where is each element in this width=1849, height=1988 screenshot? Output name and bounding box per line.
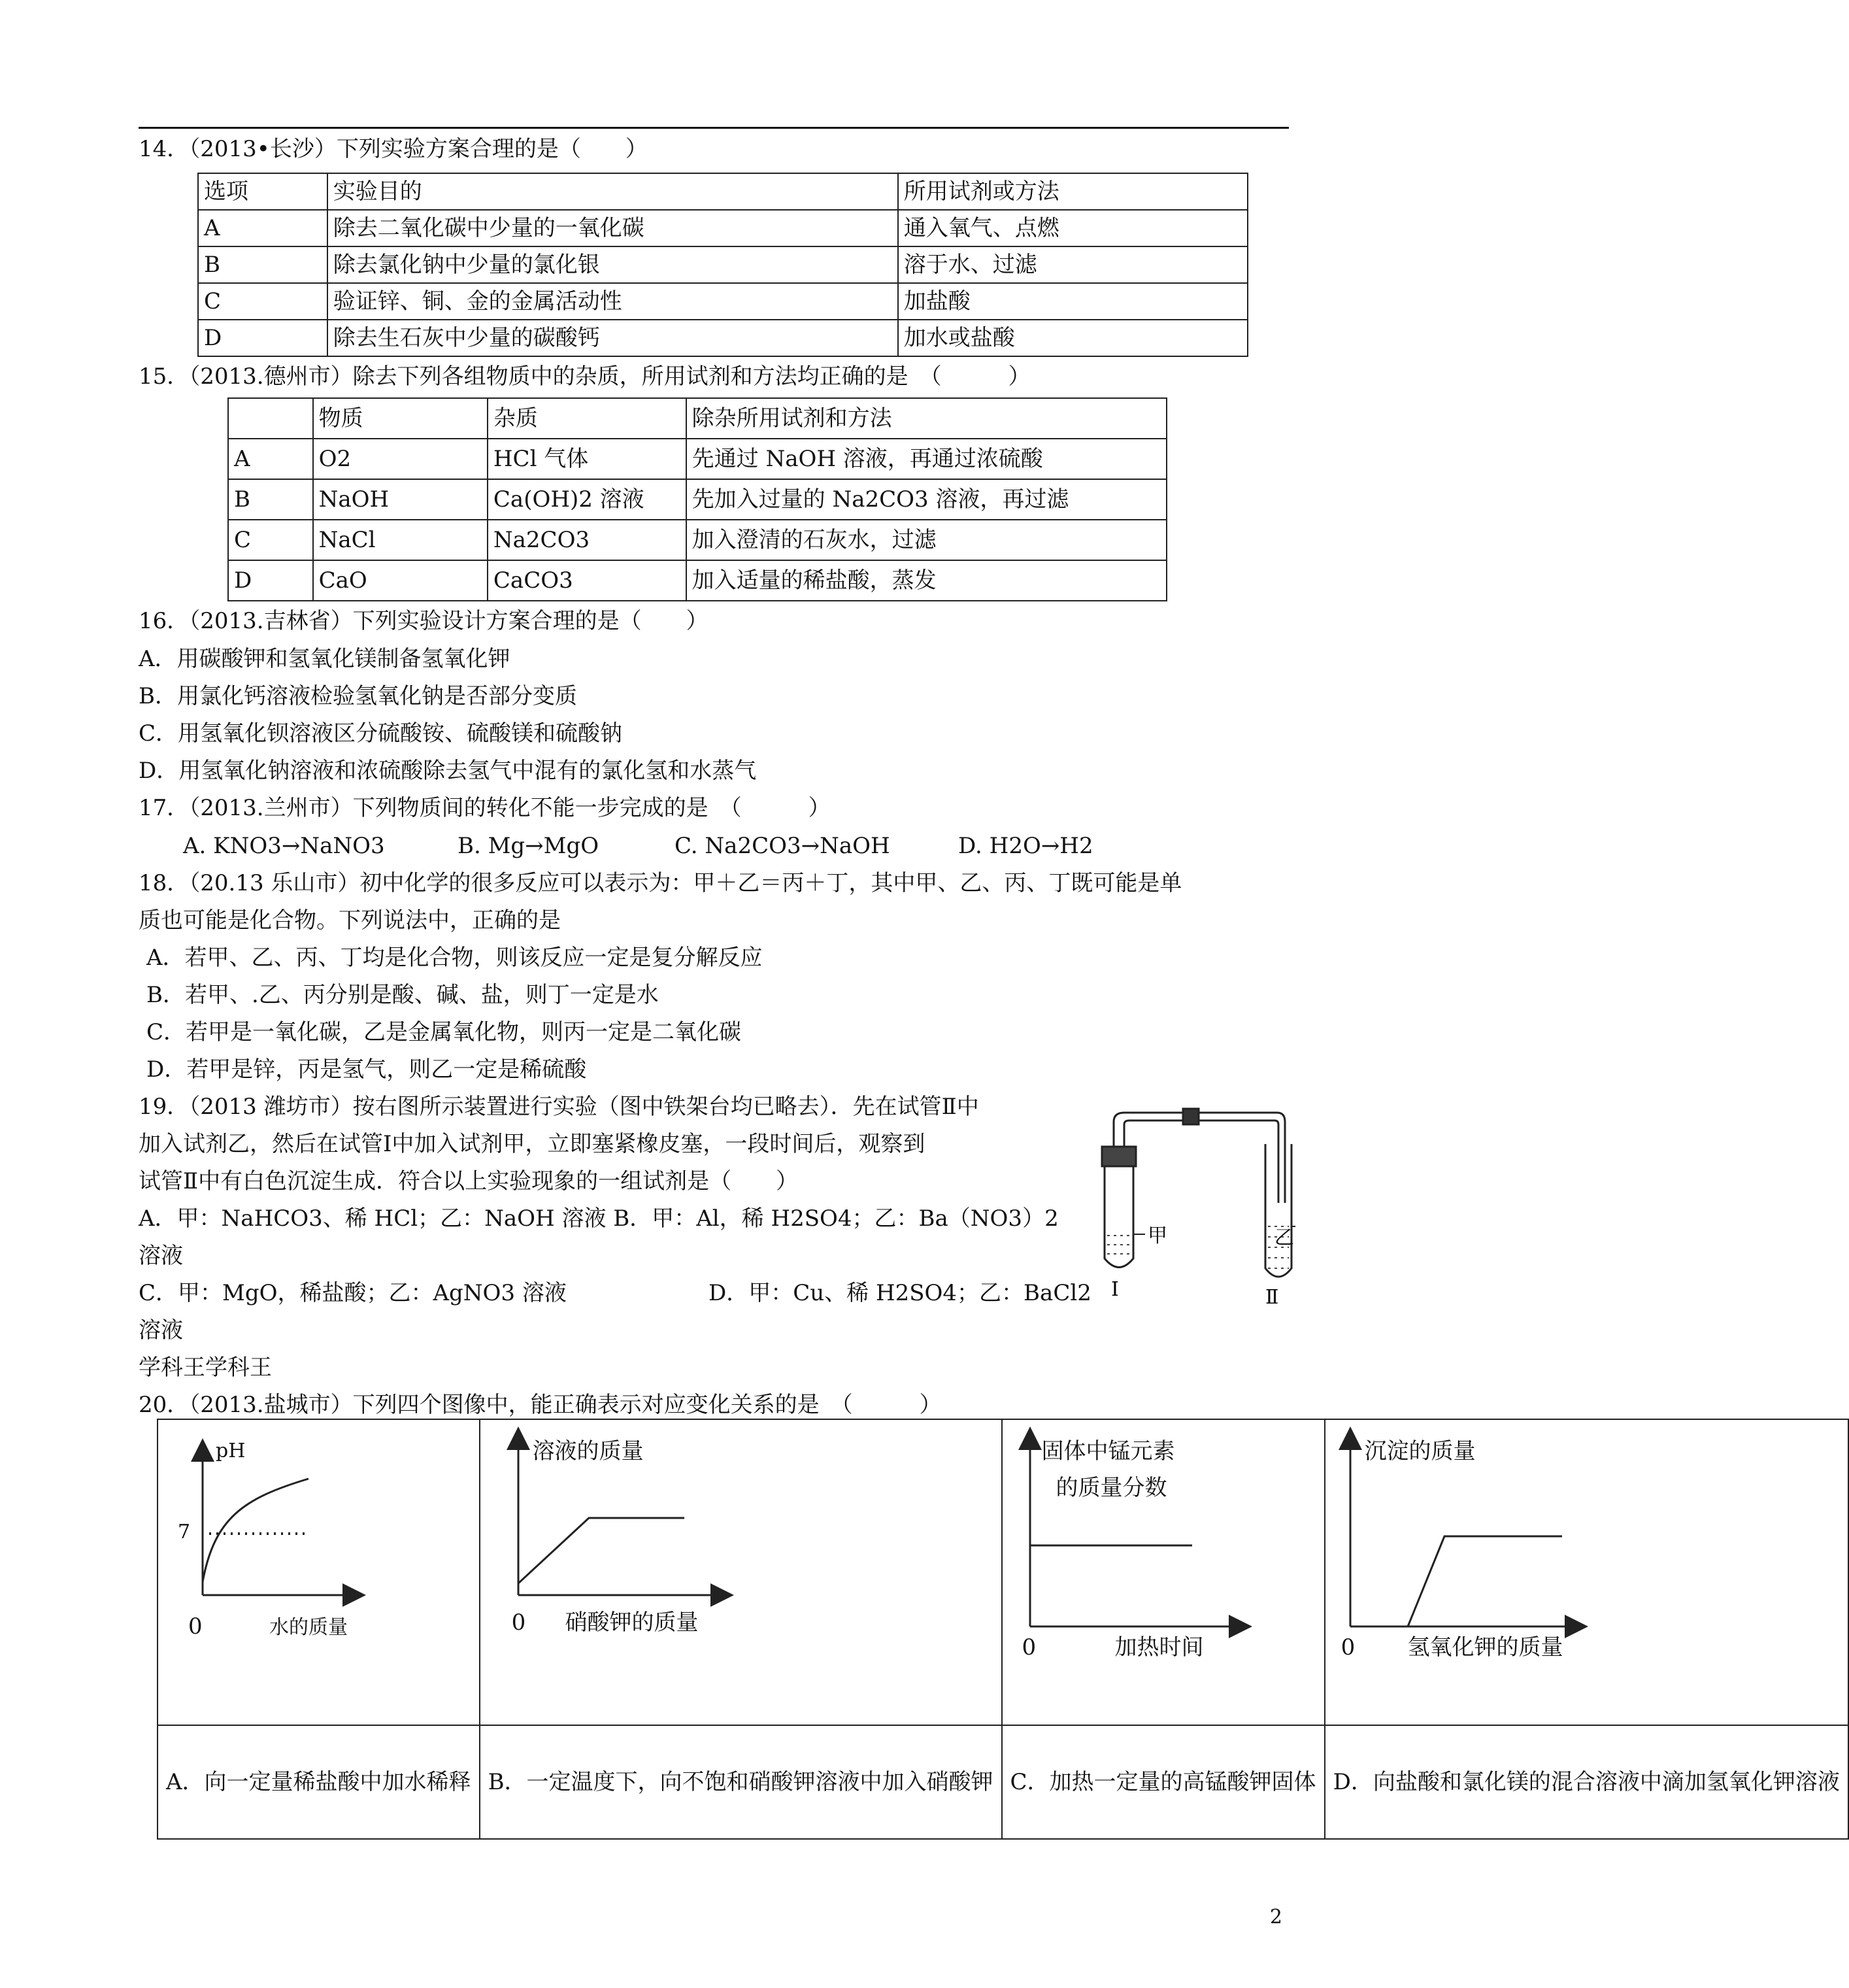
graph-d-xlabel: 氢氧化钾的质量 bbox=[1407, 1634, 1563, 1660]
table-cell: Na2CO3 bbox=[488, 520, 686, 560]
test-tube-apparatus-figure bbox=[1085, 1105, 1301, 1307]
q19-line3: 试管Ⅱ中有白色沉淀生成．符合以上实验现象的一组试剂是（ ） bbox=[139, 1168, 799, 1194]
graph-d-caption: D．向盐酸和氯化镁的混合溶液中滴加氢氧化钾溶液 bbox=[1325, 1725, 1848, 1839]
graph-a-ylabel: pH bbox=[216, 1440, 246, 1462]
table-cell: 溶于水、过滤 bbox=[898, 246, 1248, 283]
table-row bbox=[158, 1725, 1848, 1839]
table-cell: 先通过 NaOH 溶液，再通过浓硫酸 bbox=[686, 439, 1167, 479]
q17-option-c: C. Na2CO3→NaOH bbox=[675, 833, 890, 859]
q20-graph-table bbox=[157, 1419, 1849, 1840]
table-cell: 加盐酸 bbox=[898, 283, 1248, 320]
table-row bbox=[228, 520, 1167, 560]
table-cell: 实验目的 bbox=[327, 173, 898, 210]
q18-stem-line1: 18．（20.13 乐山市）初中化学的很多反应可以表示为：甲＋乙＝丙＋丁，其中甲、乙、丙、丁既可能是单 bbox=[139, 870, 1182, 896]
table-cell: 先加入过量的 Na2CO3 溶液，再过滤 bbox=[686, 479, 1167, 520]
table-cell: D bbox=[198, 320, 327, 356]
q18-option-a: A．若甲、乙、丙、丁均是化合物，则该反应一定是复分解反应 bbox=[146, 945, 763, 971]
graph-b-caption: B．一定温度下，向不饱和硝酸钾溶液中加入硝酸钾 bbox=[480, 1725, 1002, 1839]
q19-option-d: D．甲：Cu、稀 H2SO4；乙：BaCl2 bbox=[708, 1280, 1091, 1306]
graph-c-ylabel-line1: 固体中锰元素 bbox=[1041, 1438, 1175, 1464]
table-row bbox=[228, 439, 1167, 479]
rubber-stopper bbox=[1102, 1147, 1136, 1166]
table-cell bbox=[228, 398, 313, 439]
graph-c-cell bbox=[1002, 1419, 1325, 1725]
graph-a-xlabel: 水的质量 bbox=[269, 1616, 348, 1639]
table-row bbox=[198, 320, 1248, 356]
table-row bbox=[158, 1419, 1848, 1725]
table-cell: B bbox=[198, 246, 327, 283]
table-cell: 所用试剂或方法 bbox=[898, 173, 1248, 210]
q19-option-b-tail: 溶液 bbox=[139, 1243, 183, 1269]
q17-option-a: A. KNO3→NaNO3 bbox=[183, 833, 385, 859]
graph-b-ylabel: 溶液的质量 bbox=[532, 1438, 644, 1464]
table-row bbox=[228, 479, 1167, 520]
q16-option-d: D．用氢氧化钠溶液和浓硫酸除去氢气中混有的氯化氢和水蒸气 bbox=[139, 758, 757, 784]
q18-option-d: D．若甲是锌，丙是氢气，则乙一定是稀硫酸 bbox=[146, 1056, 587, 1083]
page-number: 2 bbox=[1269, 1906, 1282, 1929]
table-row bbox=[198, 173, 1248, 210]
graph-b bbox=[480, 1420, 780, 1725]
table-cell: 加水或盐酸 bbox=[898, 320, 1248, 356]
test-tube-1 bbox=[1105, 1166, 1133, 1268]
table-cell: 除去氯化钠中少量的氯化银 bbox=[327, 246, 898, 283]
table-cell: 加入澄清的石灰水，过滤 bbox=[686, 520, 1167, 560]
table-cell: A bbox=[198, 210, 327, 246]
q15-stem: 15．（2013.德州市）除去下列各组物质中的杂质，所用试剂和方法均正确的是 （ ） bbox=[139, 363, 1031, 390]
graph-c-origin: 0 bbox=[1022, 1634, 1037, 1660]
table-cell: O2 bbox=[313, 439, 488, 479]
graph-a-caption: A．向一定量稀盐酸中加水稀释 bbox=[158, 1725, 480, 1839]
graph-d-curve bbox=[1350, 1536, 1562, 1626]
graph-b-curve bbox=[518, 1518, 684, 1583]
graph-c-ylabel-line2: 的质量分数 bbox=[1056, 1475, 1167, 1501]
label-yi-text: 乙 bbox=[1274, 1226, 1294, 1249]
q16-option-a: A．用碳酸钾和氢氧化镁制备氢氧化钾 bbox=[139, 646, 510, 672]
table-cell: C bbox=[198, 283, 327, 320]
table-cell: 验证锌、铜、金的金属活动性 bbox=[327, 283, 898, 320]
table-row bbox=[228, 398, 1167, 439]
table-cell: D bbox=[228, 560, 313, 601]
graph-a bbox=[158, 1420, 418, 1725]
table-cell: CaO bbox=[313, 560, 488, 601]
graph-d-cell bbox=[1325, 1419, 1848, 1725]
q19-option-a-b: A．甲：NaHCO3、稀 HCl；乙：NaOH 溶液 B．甲：Al，稀 H2SO4；乙：Ba（NO3）2 bbox=[139, 1205, 1059, 1232]
table-cell: 物质 bbox=[313, 398, 488, 439]
q17-option-d: D. H2O→H2 bbox=[958, 833, 1093, 859]
table-row bbox=[198, 283, 1248, 320]
graph-a-cell bbox=[158, 1419, 480, 1725]
graph-a-origin: 0 bbox=[188, 1613, 203, 1640]
graph-d bbox=[1325, 1420, 1597, 1725]
q17-option-b: B. Mg→MgO bbox=[458, 833, 599, 859]
table-cell: NaOH bbox=[313, 479, 488, 520]
table-row bbox=[198, 210, 1248, 246]
q18-option-b: B．若甲、.乙、丙分别是酸、碱、盐，则丁一定是水 bbox=[146, 982, 659, 1008]
q16-option-c: C．用氢氧化钡溶液区分硫酸铵、硫酸镁和硫酸钠 bbox=[139, 720, 623, 747]
q19-line2: 加入试剂乙，然后在试管Ⅰ中加入试剂甲，立即塞紧橡皮塞，一段时间后，观察到 bbox=[139, 1131, 925, 1157]
graph-b-origin: 0 bbox=[511, 1609, 526, 1636]
q14-stem: 14．（2013•长沙）下列实验方案合理的是（ ） bbox=[139, 136, 648, 162]
table-cell: CaCO3 bbox=[488, 560, 686, 601]
graph-d-origin: 0 bbox=[1341, 1634, 1356, 1660]
table-cell: 除去二氧化碳中少量的一氧化碳 bbox=[327, 210, 898, 246]
connecting-tube bbox=[1114, 1113, 1285, 1203]
q19-option-c: C．甲：MgO，稀盐酸；乙：AgNO3 溶液 bbox=[139, 1280, 567, 1306]
graph-a-curve bbox=[203, 1479, 308, 1582]
graph-c bbox=[1003, 1420, 1280, 1725]
q17-stem: 17．（2013.兰州市）下列物质间的转化不能一步完成的是 （ ） bbox=[139, 795, 831, 821]
table-cell: NaCl bbox=[313, 520, 488, 560]
table-cell: A bbox=[228, 439, 313, 479]
table-cell: C bbox=[228, 520, 313, 560]
table-row bbox=[198, 246, 1248, 283]
table-cell: 选项 bbox=[198, 173, 327, 210]
header-rule bbox=[139, 127, 1289, 129]
q19-option-d-tail: 溶液 bbox=[139, 1317, 183, 1343]
graph-c-xlabel: 加热时间 bbox=[1114, 1634, 1204, 1660]
watermark-text: 学科王学科王 bbox=[139, 1355, 272, 1381]
q18-stem-line2: 质也可能是化合物。下列说法中，正确的是 bbox=[139, 907, 561, 934]
table-row bbox=[228, 560, 1167, 601]
table-cell: 通入氧气、点燃 bbox=[898, 210, 1248, 246]
q18-option-c: C．若甲是一氧化碳，乙是金属氧化物，则丙一定是二氧化碳 bbox=[146, 1019, 742, 1045]
graph-c-caption: C．加热一定量的高锰酸钾固体 bbox=[1002, 1725, 1325, 1839]
graph-a-tick-7: 7 bbox=[178, 1521, 191, 1543]
table-cell: 杂质 bbox=[488, 398, 686, 439]
table-cell: B bbox=[228, 479, 313, 520]
q16-stem: 16．（2013.吉林省）下列实验设计方案合理的是（ ） bbox=[139, 608, 708, 634]
q16-option-b: B．用氯化钙溶液检验氢氧化钠是否部分变质 bbox=[139, 683, 577, 709]
q15-table bbox=[227, 397, 1167, 601]
label-jia: 甲 bbox=[1148, 1224, 1167, 1247]
graph-b-cell bbox=[480, 1419, 1002, 1725]
graph-d-ylabel: 沉淀的质量 bbox=[1364, 1438, 1476, 1464]
graph-b-xlabel: 硝酸钾的质量 bbox=[565, 1609, 699, 1636]
q19-line1: 19．（2013 潍坊市）按右图所示装置进行实验（图中铁架台均已略去）．先在试管Ⅱ中 bbox=[139, 1094, 979, 1120]
label-tube-1: Ⅰ bbox=[1111, 1278, 1119, 1301]
table-cell: 除去生石灰中少量的碳酸钙 bbox=[327, 320, 898, 356]
table-cell: 除杂所用试剂和方法 bbox=[686, 398, 1167, 439]
q14-table bbox=[197, 173, 1248, 357]
table-cell: Ca(OH)2 溶液 bbox=[488, 479, 686, 520]
table-cell: 加入适量的稀盐酸，蒸发 bbox=[686, 560, 1167, 601]
label-tube-2: Ⅱ bbox=[1265, 1286, 1279, 1309]
table-cell: HCl 气体 bbox=[488, 439, 686, 479]
q20-stem: 20．（2013.盐城市）下列四个图像中，能正确表示对应变化关系的是 （ ） bbox=[139, 1392, 942, 1418]
